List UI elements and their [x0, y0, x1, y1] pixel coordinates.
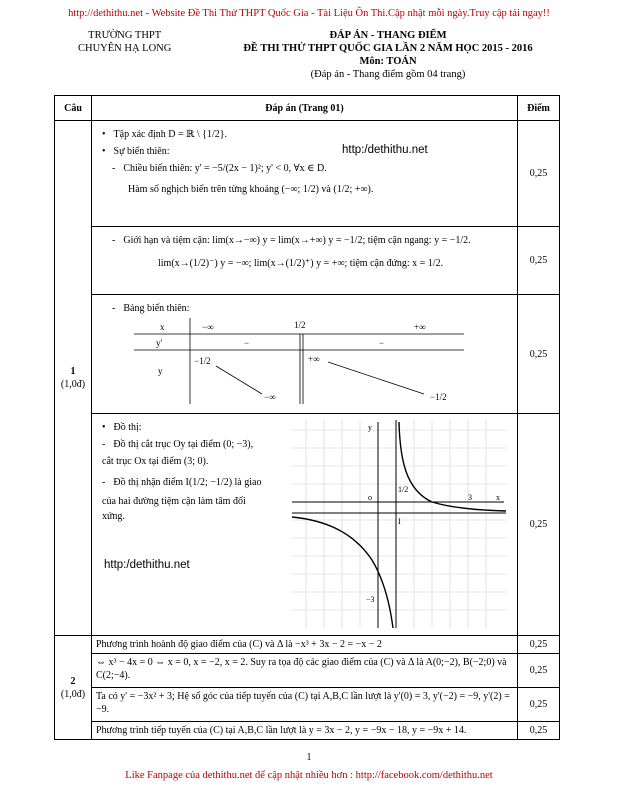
- top-banner[interactable]: http://dethithu.net - Website Đề Thi Thử THPT Quốc Gia - Tài Liệu Ôn Thi.Cập nhật mỗi ngày.Truy cập tải ngay!!: [68, 8, 550, 19]
- score-cell: 0,25: [518, 414, 560, 636]
- function-graph: [292, 420, 506, 628]
- graph-text: cắt trục Ox tại điểm (3; 0).: [102, 456, 209, 467]
- graph-text: - Đồ thị nhận điểm I(1/2; −1/2) là giao: [102, 475, 511, 490]
- answer-cell: [92, 121, 518, 227]
- bbt-half: 1/2: [294, 320, 306, 330]
- bbt-x-label: x: [160, 322, 165, 332]
- graph-origin-label: o: [368, 493, 372, 502]
- bbt-neg-half-right: −1/2: [430, 392, 447, 402]
- answer-table: [54, 95, 560, 740]
- limit-text: - Giới hạn và tiệm cận: lim(x→−∞) y = lim(x→+∞) y = −1/2; tiệm cận ngang: y = −1/2.: [112, 233, 511, 248]
- bbt-minus-inf: −∞: [202, 322, 214, 332]
- score-cell: 0,25: [518, 654, 560, 688]
- bbt-neg-half-left: −1/2: [194, 356, 211, 366]
- variation-table-heading: - Bảng biến thiên:: [112, 301, 511, 316]
- table-row: [55, 722, 560, 740]
- curve-right-branch: [399, 422, 506, 511]
- table-row: [55, 121, 560, 227]
- question-points: (1,0đ): [60, 688, 86, 700]
- header-score: Điểm: [518, 96, 560, 121]
- variation-table: [134, 318, 464, 404]
- graph-x-label: x: [496, 493, 500, 502]
- graph-center-label: I: [398, 517, 401, 526]
- answer-cell: [92, 414, 518, 636]
- question-number: 2: [70, 675, 76, 687]
- score-cell: 0,25: [518, 722, 560, 740]
- score-cell: 0,25: [518, 688, 560, 722]
- graph-x-intercept: 3: [468, 493, 472, 502]
- subject: Môn: TOÁN: [359, 56, 417, 67]
- answer-cell: Phương trình tiếp tuyến của (C) tại A,B,C lần lượt là y = 3x − 2, y = −9x − 18, y = −9x + 14.: [92, 722, 518, 740]
- table-row: [55, 414, 560, 636]
- graph-text: - Đồ thị cắt trục Oy tại điểm (0; −3),: [102, 437, 511, 452]
- footer-link[interactable]: Like Fanpage của dethithu.net để cập nhật nhiều hơn : http://facebook.com/dethithu.net: [125, 770, 493, 781]
- question-1-cell: [55, 121, 92, 636]
- bbt-yp-label: y': [156, 338, 163, 348]
- table-row: [55, 654, 560, 688]
- answer-cell: Phương trình hoành độ giao điểm của (C) và Δ là −x³ + 3x − 2 = −x − 2: [92, 636, 518, 654]
- variation-heading: • Sự biến thiên:: [102, 144, 511, 159]
- answer-cell: [92, 227, 518, 295]
- answer-cell: Ta có y' = −3x² + 3; Hệ số góc của tiếp tuyến của (C) tại A,B,C lần lượt là y'(0) = 3, y'(−2) = −9, y'(2) = −9.: [92, 688, 518, 722]
- graph-text: xứng.: [102, 511, 125, 522]
- monotonic-text: Hàm số nghịch biến trên từng khoảng (−∞; 1/2) và (1/2; +∞).: [128, 184, 374, 195]
- school-line-2: CHUYÊN HẠ LONG: [78, 43, 172, 54]
- question-number: 1: [70, 366, 76, 377]
- score-cell: 0,25: [518, 227, 560, 295]
- bbt-plus-inf-top: +∞: [308, 354, 320, 364]
- bbt-minus-inf-bottom: −∞: [264, 392, 276, 402]
- score-cell: 0,25: [518, 636, 560, 654]
- graph-half-tick: 1/2: [398, 485, 409, 494]
- table-row: [55, 688, 560, 722]
- table-row: [55, 227, 560, 295]
- answer-cell: ⇔ x³ − 4x = 0 ⇔ x = 0, x = −2, x = 2. Suy ra tọa độ các giao điểm của (C) và Δ là A(0;−2), B(−2;0) và C(2;−4).: [92, 654, 518, 688]
- title-line-1: ĐÁP ÁN - THANG ĐIỂM: [329, 30, 447, 41]
- site-link[interactable]: http:/dethithu.net: [342, 144, 428, 156]
- school-line-1: TRƯỜNG THPT: [88, 30, 162, 41]
- bbt-sign-left: −: [244, 338, 250, 348]
- graph-text: của hai đường tiệm cận làm tâm đối: [102, 496, 246, 507]
- domain-text: • Tập xác định D = ℝ \ {1/2}.: [102, 127, 511, 142]
- question-points: (1,0đ): [60, 379, 86, 390]
- limit-text-2: lim(x→(1/2)⁻) y = −∞; lim(x→(1/2)⁺) y = +∞; tiệm cận đứng: x = 1/2.: [158, 258, 444, 269]
- bbt-arrow: [328, 362, 424, 394]
- bbt-plus-inf: +∞: [414, 322, 426, 332]
- page-number: 1: [306, 752, 312, 763]
- graph-heading: • Đồ thị:: [102, 420, 511, 435]
- graph-y-label: y: [368, 423, 372, 432]
- school-name: [78, 29, 171, 55]
- question-2-cell: [55, 636, 92, 740]
- bbt-y-label: y: [158, 366, 163, 376]
- table-header-row: [55, 96, 560, 121]
- header-answer: Đáp án (Trang 01): [92, 96, 518, 121]
- site-link[interactable]: http:/dethithu.net: [104, 559, 190, 571]
- bbt-sign-right: −: [379, 338, 385, 348]
- table-row: [55, 295, 560, 414]
- document-title: [238, 29, 538, 81]
- table-row: [55, 636, 560, 654]
- answer-cell: [92, 295, 518, 414]
- derivative-text: - Chiều biến thiên: y' = −5/(2x − 1)²; y' < 0, ∀x ∈ D.: [112, 161, 511, 176]
- bbt-arrow: [216, 366, 262, 394]
- score-cell: 0,25: [518, 295, 560, 414]
- header-cau: Câu: [55, 96, 92, 121]
- graph-y-intercept: −3: [366, 595, 375, 604]
- page-count-note: (Đáp án - Thang điểm gồm 04 trang): [310, 69, 466, 80]
- score-cell: 0,25: [518, 121, 560, 227]
- title-line-2: ĐỀ THI THỬ THPT QUỐC GIA LẦN 2 NĂM HỌC 2015 - 2016: [243, 43, 533, 54]
